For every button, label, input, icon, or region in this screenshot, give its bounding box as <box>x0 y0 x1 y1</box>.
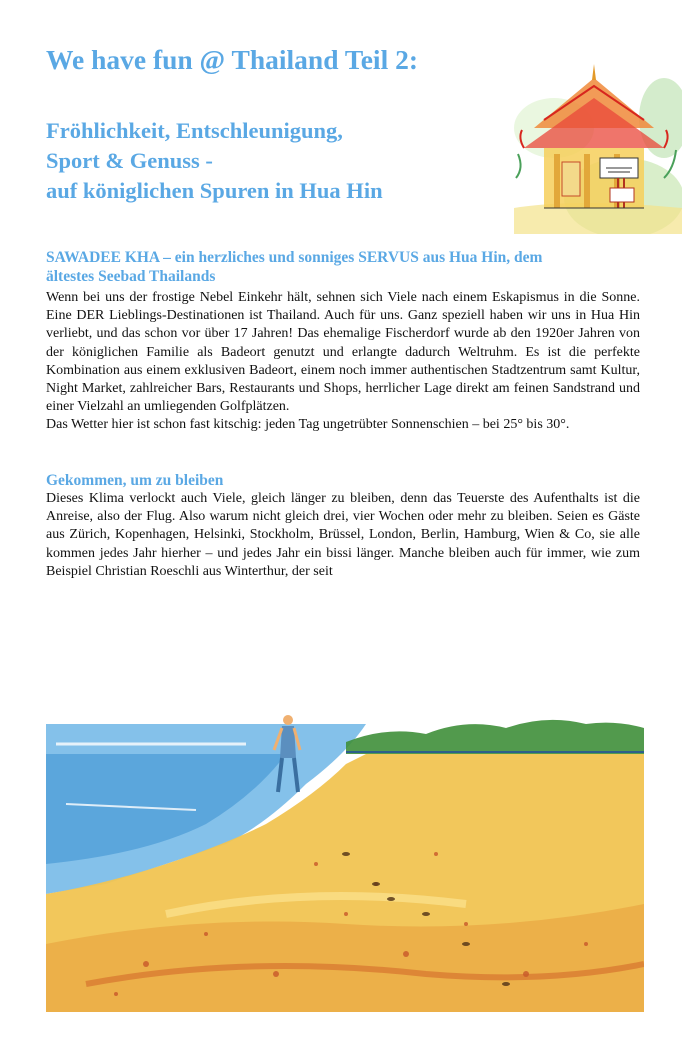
page-title: We have fun @ Thailand Teil 2: <box>46 44 418 75</box>
subtitle-line-1: Fröhlichkeit, Entschleunigung, <box>46 118 343 143</box>
section-1-body <box>46 289 640 435</box>
temple-illustration <box>514 58 682 234</box>
beach-illustration <box>46 714 644 1012</box>
section-1-paragraph-2: Das Wetter hier ist schon fast kitschig: jeden Tag ungetrübter Sonnenschien – bei 25° bis 30°. <box>46 417 570 433</box>
section-2-paragraph: Dieses Klima verlockt auch Viele, gleich länger zu bleiben, denn das Teuerste des Aufenthalts ist die Anreise, also der Flug. Also warum nicht gleich drei, vier Wochen oder mehr zu bleiben. Seien es Gäste aus Zürich, Kopenhagen, Helsinki, Stockholm, Brüssel, London, Berlin, Hamburg, Wien & Co, sie alle kommen jedes Jahr hierher – und jedes Jahr ein bissi länger. Manche bleiben auch für immer, wie zum Beispiel Christian Roeschli aus Winterthur, der seit <box>46 491 640 579</box>
section-1-heading-line-1: SAWADEE KHA – ein herzliches und sonniges SERVUS aus Hua Hin, dem <box>46 249 543 266</box>
section-1-heading <box>46 248 542 286</box>
page-subtitle <box>46 116 383 206</box>
section-2-body <box>46 490 640 581</box>
section-2-heading: Gekommen, um zu bleiben <box>46 472 224 489</box>
subtitle-line-2: Sport & Genuss - <box>46 148 213 173</box>
subtitle-line-3: auf königlichen Spuren in Hua Hin <box>46 178 383 203</box>
section-1-heading-line-2: ältestes Seebad Thailands <box>46 268 216 285</box>
section-1-paragraph-1: Wenn bei uns der frostige Nebel Einkehr hält, sehnen sich Viele nach einem Eskapismus in die Sonne. Eine DER Lieblings-Destinationen ist Thailand. Auch für uns. Ganz speziell haben wir uns in Hua Hin verliebt, und das schon vor über 17 Jahren! Das ehemalige Fischerdorf wurde ab den 1920er Jahren von der königlichen Familie als Badeort genutzt und erlangte dadurch Weltruhm. Es ist die perfekte Kombination aus einem exklusiven Badeort, einem noch immer authentischen Stadtzentrum samt Kultur, Night Market, zahlreicher Bars, Restaurants und Shops, herrlicher Lage direkt am feinen Sandstrand und einer Vielzahl an umliegenden Golfplätzen. <box>46 290 640 415</box>
